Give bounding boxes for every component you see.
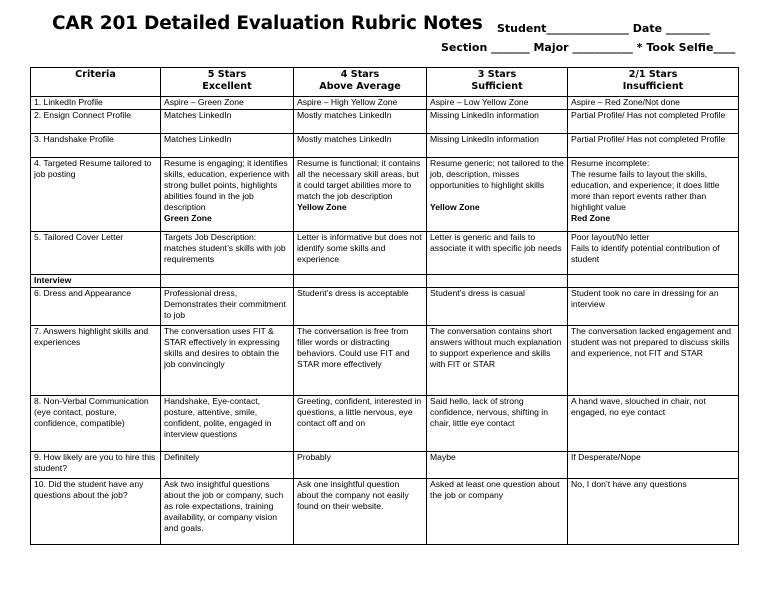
rating-4-cell: Mostly matches LinkedIn (294, 110, 427, 134)
header-row (31, 68, 739, 97)
rating-3-cell: The conversation contains short answers without much explanation to support experience and skills with FIT or STAR (427, 326, 568, 396)
rating-5-cell: Targets Job Description: matches student’s skills with job requirements (161, 232, 294, 275)
rating-2-cell: Partial Profile/ Has not completed Profile (568, 134, 739, 158)
criteria-cell: 3. Handshake Profile (31, 134, 161, 158)
criteria-cell: 4. Targeted Resume tailored to job posting (31, 158, 161, 232)
rating-3-cell: Aspire – Low Yellow Zone (427, 97, 568, 110)
rating-3-cell: Missing LinkedIn information (427, 110, 568, 134)
rating-3-cell: Said hello, lack of strong confidence, nervous, shifting in chair, little eye contact (427, 396, 568, 452)
empty-cell (427, 275, 568, 288)
rating-5-cell: Handshake, Eye-contact, posture, attentive, smile, confident, polite, engaged in interview questions (161, 396, 294, 452)
table-row (31, 288, 739, 326)
rating-4-cell: The conversation is free from filler words or distracting behaviors. Could use FIT and STAR more effectively (294, 326, 427, 396)
table-row (31, 479, 739, 545)
col-header-5-stars: 5 Stars Excellent (161, 68, 294, 97)
col-header-criteria: Criteria (31, 68, 161, 97)
rating-3-cell: Asked at least one question about the job or company (427, 479, 568, 545)
criteria-cell: 10. Did the student have any questions about the job? (31, 479, 161, 545)
table-row (31, 97, 739, 110)
table-row (31, 396, 739, 452)
criteria-cell: 5. Tailored Cover Letter (31, 232, 161, 275)
rating-4-cell: Mostly matches LinkedIn (294, 134, 427, 158)
rating-5-cell: Resume is engaging; it identifies skills, education, experience with strong bullet points, highlights abilities found in the job description Green Zone (161, 158, 294, 232)
student-date-line: Student_______________ Date ________ (497, 22, 710, 35)
rating-2-cell: A hand wave, slouched in chair, not engaged, no eye contact (568, 396, 739, 452)
rating-3-cell: Maybe (427, 452, 568, 479)
rating-5-cell: Ask two insightful questions about the job or company, such as role expectations, training availability, or company vision and goals. (161, 479, 294, 545)
table-row (31, 232, 739, 275)
table-row (31, 134, 739, 158)
rating-4-cell: Greeting, confident, interested in questions, a little nervous, eye contact off and on (294, 396, 427, 452)
zone-label: Yellow Zone (430, 201, 480, 212)
criteria-cell: 2. Ensign Connect Profile (31, 110, 161, 134)
empty-cell (568, 275, 739, 288)
rating-2-cell: Poor layout/No letter Fails to identify potential contribution of student (568, 232, 739, 275)
section-major-selfie-line: Section _______ Major ___________ * Took Selfie____ (441, 41, 736, 54)
rating-3-cell: Letter is generic and fails to associate it with specific job needs (427, 232, 568, 275)
rating-5-cell: Aspire – Green Zone (161, 97, 294, 110)
rating-4-cell: Resume is functional; it contains all the necessary skill areas, but it could target abilities more to match the job description Yellow Zone (294, 158, 427, 232)
rating-4-cell: Ask one insightful question about the company not easily found on their website. (294, 479, 427, 545)
rubric-table (30, 67, 739, 545)
empty-cell (294, 275, 427, 288)
rating-2-cell: Resume incomplete: The resume fails to layout the skills, education, and experience; it does little more than report events rather than highlight value Red Zone (568, 158, 739, 232)
zone-label: Red Zone (571, 212, 611, 223)
rating-3-cell: Resume generic; not tailored to the job, description, misses opportunities to highlight skills Yellow Zone (427, 158, 568, 232)
rating-5-cell: Professional dress, Demonstrates their commitment to job (161, 288, 294, 326)
rating-4-cell: Probably (294, 452, 427, 479)
zone-label: Yellow Zone (297, 201, 347, 212)
table-row (31, 158, 739, 232)
table-row (31, 452, 739, 479)
section-label-interview: Interview (31, 275, 161, 288)
col-header-4-stars: 4 Stars Above Average (294, 68, 427, 97)
rating-4-cell: Student’s dress is acceptable (294, 288, 427, 326)
table-row (31, 326, 739, 396)
rating-5-cell: Matches LinkedIn (161, 134, 294, 158)
criteria-cell: 8. Non-Verbal Communication (eye contact, posture, confidence, compatible) (31, 396, 161, 452)
rating-2-cell: The conversation lacked engagement and student was not prepared to discuss skills and experience, not FIT and STAR (568, 326, 739, 396)
rating-3-cell: Missing LinkedIn information (427, 134, 568, 158)
rating-3-cell: Student’s dress is casual (427, 288, 568, 326)
zone-label: Green Zone (164, 212, 212, 223)
criteria-cell: 9. How likely are you to hire this student? (31, 452, 161, 479)
rating-2-cell: Student took no care in dressing for an interview (568, 288, 739, 326)
col-header-2-1-stars: 2/1 Stars Insufficient (568, 68, 739, 97)
rating-5-cell: Definitely (161, 452, 294, 479)
criteria-cell: 6. Dress and Appearance (31, 288, 161, 326)
empty-cell (161, 275, 294, 288)
section-row (31, 275, 739, 288)
criteria-cell: 1. LinkedIn Profile (31, 97, 161, 110)
rating-5-cell: The conversation uses FIT & STAR effectively in expressing skills and desires to obtain the job convincingly (161, 326, 294, 396)
rating-4-cell: Aspire – High Yellow Zone (294, 97, 427, 110)
rating-2-cell: If Desperate/Nope (568, 452, 739, 479)
rating-2-cell: Partial Profile/ Has not completed Profile (568, 110, 739, 134)
rating-4-cell: Letter is informative but does not identify some skills and experience (294, 232, 427, 275)
page-title: CAR 201 Detailed Evaluation Rubric Notes (52, 13, 483, 34)
rating-2-cell: Aspire – Red Zone/Not done (568, 97, 739, 110)
rating-2-cell: No, I don’t have any questions (568, 479, 739, 545)
criteria-cell: 7. Answers highlight skills and experiences (31, 326, 161, 396)
table-row (31, 110, 739, 134)
rating-5-cell: Matches LinkedIn (161, 110, 294, 134)
col-header-3-stars: 3 Stars Sufficient (427, 68, 568, 97)
